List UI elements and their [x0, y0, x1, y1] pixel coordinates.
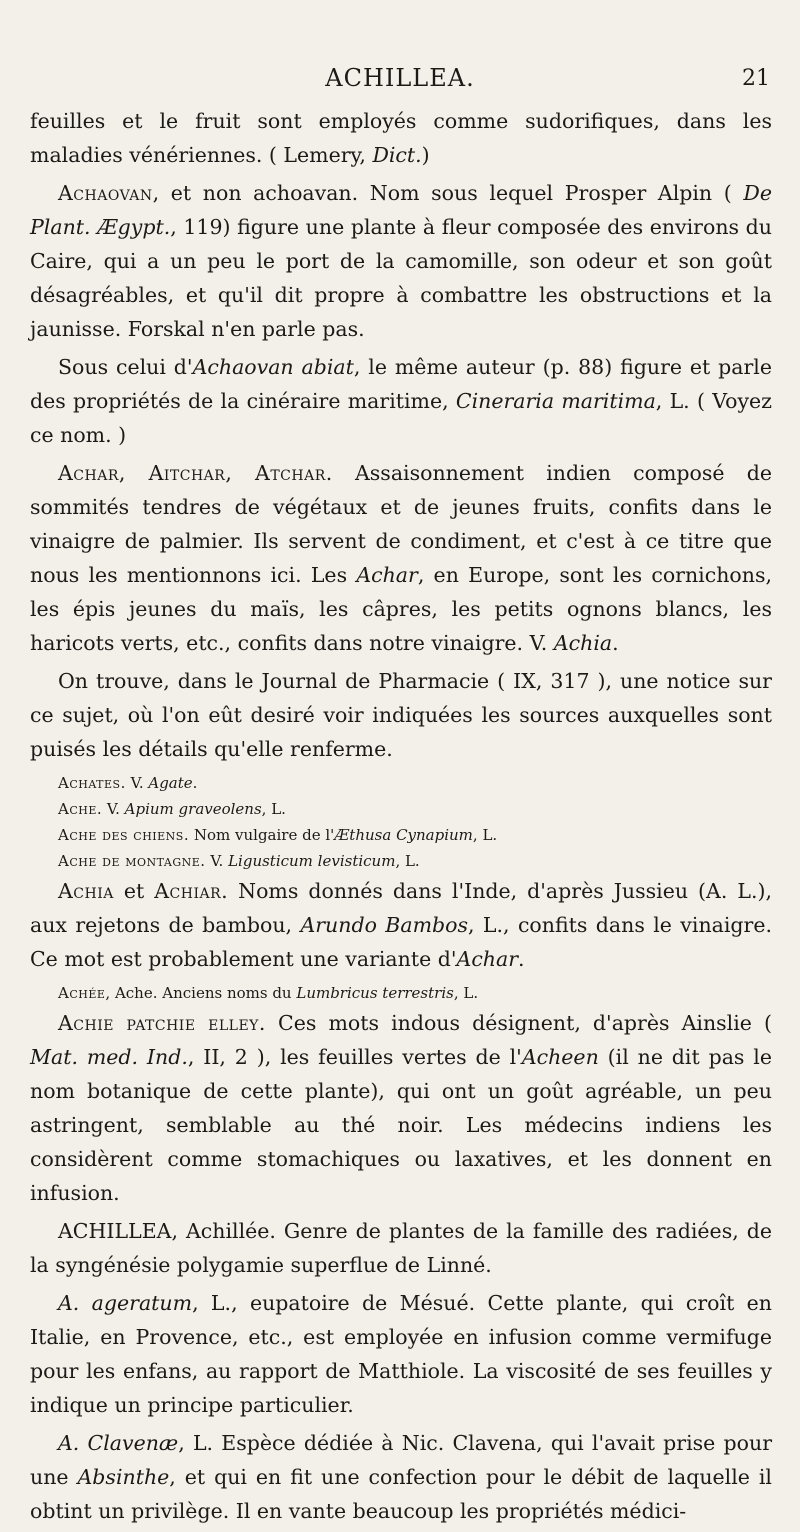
text-run: .: [192, 774, 198, 792]
text-run: V.: [125, 774, 149, 792]
italic-term: Apium graveolens: [124, 800, 262, 818]
entry-headword: Achiar.: [154, 879, 229, 903]
running-title: ACHILLEA.: [325, 64, 475, 92]
italic-term: Achar: [356, 563, 418, 587]
text-run: , et qui en fit une confection pour le débit de laquelle il obtint un privilège. Il en vante beaucoup les propriétés médici-: [30, 1465, 772, 1523]
body-text: [30, 104, 772, 1532]
paragraph: [30, 1286, 772, 1422]
entry-headword: Achia: [58, 879, 114, 903]
entry-headword: Ache de montagne.: [58, 852, 206, 870]
text-run: V.: [205, 852, 229, 870]
entry-headword: Ache.: [58, 800, 103, 818]
text-run: ACHILLEA, Achillée. Genre de plantes de la famille des radiées, de la syngénésie polygamie superflue de Linné.: [30, 1219, 772, 1277]
entry-headword: Achie patchie elley.: [58, 1011, 266, 1035]
paragraph: [30, 874, 772, 976]
text-run: .: [518, 947, 525, 971]
entry-headword: Achar, Aitchar, Atchar.: [58, 461, 333, 485]
paragraph: [30, 350, 772, 452]
italic-term: Absinthe: [77, 1465, 170, 1489]
paragraph: [30, 456, 772, 660]
text-run: , le même auteur (p. 88) figure et parle des propriétés de la cinéraire maritime,: [30, 355, 772, 413]
italic-term: Ligusticum levisticum: [228, 852, 396, 870]
italic-term: Dict.: [372, 143, 422, 167]
italic-term: Arundo Bambos: [300, 913, 469, 937]
paragraph: [30, 664, 772, 766]
small-entry: [30, 822, 772, 848]
text-run: , II, 2 ), les feuilles vertes de l': [187, 1045, 522, 1069]
italic-term: Acheen: [521, 1045, 599, 1069]
small-entry: [30, 796, 772, 822]
paragraph: [30, 1006, 772, 1210]
entry-headword: Achée: [58, 984, 106, 1002]
text-run: ): [421, 143, 430, 167]
italic-term: A. ageratum: [58, 1291, 193, 1315]
italic-term: De Plant. Ægypt.: [30, 181, 772, 239]
small-entry: [30, 980, 772, 1006]
text-run: Assaisonnement indien composé de sommités tendres de végétaux et de jeunes fruits, confits dans le vinaigre de palmier. Ils servent de condiment, et c'est à ce titre que nous les mentionnons ici. Les: [30, 461, 772, 587]
page-header: [30, 64, 770, 104]
italic-term: Lumbricus terrestris: [296, 984, 454, 1002]
text-run: , L.: [395, 852, 420, 870]
text-run: Noms donnés dans l'Inde, d'après Jussieu (A. L.), aux rejetons de bambou,: [30, 879, 772, 937]
text-run: , L.: [472, 826, 498, 844]
text-run: Ces mots indous désignent, d'après Ainslie (: [265, 1011, 772, 1035]
text-run: (il ne dit pas le nom botanique de cette plante), qui ont un goût agréable, un peu astringent, semblable au thé noir. Les médecins indiens les considèrent comme stomachiques ou laxatives, et les donnent en infusion.: [30, 1045, 772, 1205]
italic-term: Achia: [553, 631, 613, 655]
text-run: , en Europe, sont les cornichons, les épis jeunes du maïs, les câpres, les petits ognons blancs, les haricots verts, etc., confits dans notre vinaigre. V.: [30, 563, 772, 655]
text-run: , L.: [453, 984, 479, 1002]
text-run: , L. Espèce dédiée à Nic. Clavena, qui l'avait prise pour une: [30, 1431, 772, 1489]
text-run: .: [612, 631, 619, 655]
entry-headword: Achates.: [58, 774, 126, 792]
entry-headword: Ache des chiens.: [58, 826, 190, 844]
paragraph: [30, 176, 772, 346]
text-run: Sous celui d': [58, 355, 193, 379]
text-run: , L.: [261, 800, 286, 818]
text-run: Nom vulgaire de l': [189, 826, 335, 844]
text-run: V.: [102, 800, 125, 818]
text-run: et: [113, 879, 155, 903]
italic-term: Cineraria maritima: [455, 389, 656, 413]
italic-term: Achar: [456, 947, 519, 971]
text-run: , L., confits dans le vinaigre. Ce mot est probablement une variante d': [30, 913, 772, 971]
text-run: , et non achoavan. Nom sous lequel Prosper Alpin (: [152, 181, 744, 205]
paragraph: [30, 1426, 772, 1528]
paragraph: [30, 104, 772, 172]
text-run: On trouve, dans le Journal de Pharmacie ( IX, 317 ), une notice sur ce sujet, où l'on eût desiré voir indiquées les sources auxquelles sont puisés les détails qu'elle renferme.: [30, 669, 772, 761]
italic-term: A. Clavenæ: [58, 1431, 179, 1455]
italic-term: Agate: [148, 774, 193, 792]
entry-headword: Achaovan: [58, 181, 153, 205]
small-entry: [30, 770, 772, 796]
text-run: , 119) figure une plante à fleur composée des environs du Caire, qui a un peu le port de la camomille, son odeur et son goût désagréables, et qu'il dit propre à combattre les obstructions et la jaunisse. Forskal n'en parle pas.: [30, 215, 772, 341]
text-run: , L., eupatoire de Mésué. Cette plante, qui croît en Italie, en Provence, etc., est employée en infusion comme vermifuge pour les enfans, au rapport de Matthiole. La viscosité de ses feuilles y indique un principe particulier.: [30, 1291, 772, 1417]
text-run: , L. ( Voyez ce nom. ): [30, 389, 772, 447]
paragraph: [30, 1214, 772, 1282]
italic-term: Mat. med. Ind.: [30, 1045, 188, 1069]
text-run: , Ache. Anciens noms du: [105, 984, 297, 1002]
small-entry: [30, 848, 772, 874]
italic-term: Æthusa Cynapium: [334, 826, 473, 844]
page-number: 21: [742, 66, 770, 91]
text-run: feuilles et le fruit sont employés comme sudorifiques, dans les maladies vénériennes. ( Lemery,: [30, 109, 772, 167]
italic-term: Achaovan abiat: [192, 355, 354, 379]
